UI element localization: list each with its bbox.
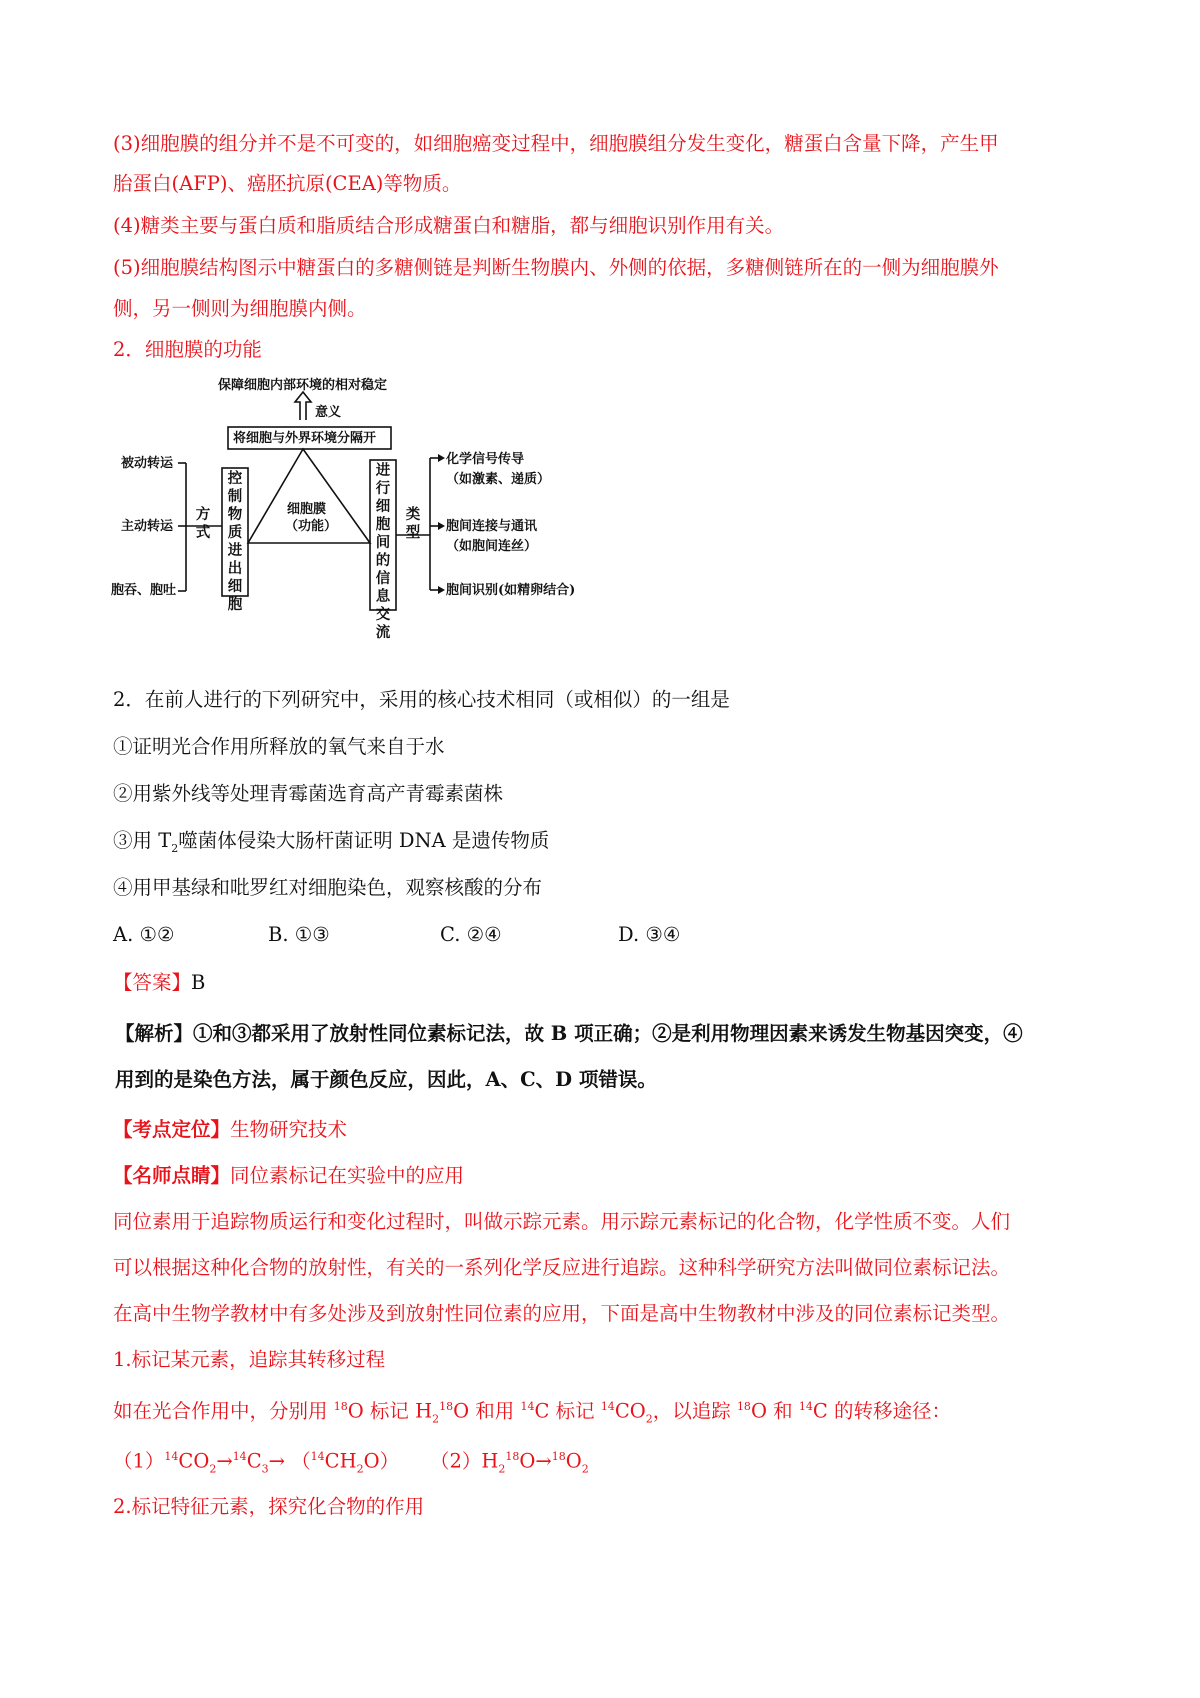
diagram-center-title: 细胞膜 (287, 502, 327, 517)
diagram-top-text: 保障细胞内部环境的相对稳定 (218, 378, 388, 393)
diagram-left-box: 控制物质进出细胞 (227, 470, 243, 613)
question-item-4: ④用甲基绿和吡罗红对细胞染色，观察核酸的分布 (113, 876, 543, 899)
mingshi-label: 【名师点睛】 (113, 1164, 231, 1187)
option-b: B. ①③ (268, 923, 330, 946)
option-d: D. ③④ (618, 923, 681, 946)
diagram-left-item-active: 主动转运 (121, 519, 174, 534)
question-item-2: ②用紫外线等处理青霉菌选育高产青霉素菌株 (113, 782, 504, 805)
cell-membrane-function-diagram (0, 0, 1200, 640)
analysis-label: 【解析】 (115, 1022, 194, 1045)
kaodian-line (113, 1117, 347, 1143)
diagram-right-item-3: 胞间识别(如精卵结合) (446, 583, 576, 598)
meaning-arrow (295, 392, 311, 420)
analysis-line-1: 【解析】①和③都采用了放射性同位素标记法，故 B 项正确；②是利用物理因素来诱发生物基因突变，④ (115, 1022, 1023, 1045)
question-item-3: ③用 $T_2$噬菌体侵染大肠杆菌证明 DNA 是遗传物质 (113, 829, 550, 855)
para-4: (4)糖类主要与蛋白质和脂质结合形成糖蛋白和糖脂，都与细胞识别作用有关。 (113, 214, 785, 237)
diagram-center-sub: （功能） (285, 519, 338, 534)
sub2-title: 2.标记特征元素，探究化合物的作用 (113, 1495, 425, 1518)
sub1-body: 如在光合作用中，分别用 $^{18}$O 标记 $H_2^{18}O$ 和用 $^{14}$C 标记 $^{14}CO_2$，以追踪 $^{18}$O 和 $^{14}$C 的转移途径： (113, 1399, 951, 1426)
diagram-right-box: 进行细胞间的信息交流 (375, 462, 391, 641)
answer-value: B (191, 971, 206, 994)
para-3-line-2: 胎蛋白(AFP)、癌胚抗原(CEA)等物质。 (113, 172, 462, 195)
sub1-title: 1.标记某元素，追踪其转移过程 (113, 1348, 386, 1371)
diagram-separate-box: 将细胞与外界环境分隔开 (233, 431, 377, 446)
answer-line (113, 970, 205, 996)
diagram-type-label: 类型 (405, 506, 421, 541)
option-a: A. ①② (113, 923, 175, 946)
answer-label: 【答案】 (113, 971, 192, 994)
diagram-right-item-1: 化学信号传导 (446, 452, 525, 467)
diagram-lines (0, 0, 1200, 640)
diagram-left-item-passive: 被动转运 (121, 456, 174, 471)
question-stem: 2．在前人进行的下列研究中，采用的核心技术相同（或相似）的一组是 (113, 688, 730, 711)
option-c: C. ②④ (440, 923, 502, 946)
diagram-right-item-1-sub: （如激素、递质） (446, 472, 551, 487)
question-item-1: ①证明光合作用所释放的氧气来自于水 (113, 735, 445, 758)
analysis-line-2: 用到的是染色方法，属于颜色反应，因此，A、C、D 项错误。 (115, 1068, 657, 1091)
diagram-right-item-2: 胞间连接与通讯 (446, 519, 538, 534)
equation-1: $(1)^{14}CO_2\to^{14}C_3\to (^{14}CH_2O)$ (113, 1449, 400, 1476)
isotope-para-line-3: 在高中生物学教材中有多处涉及到放射性同位素的应用，下面是高中生物教材中涉及的同位素标记类型。 (113, 1302, 1011, 1325)
kaodian-label: 【考点定位】 (113, 1118, 231, 1141)
para-5-line-2: 侧，另一侧则为细胞膜内侧。 (113, 297, 367, 320)
kaodian-value: 生物研究技术 (230, 1118, 348, 1141)
section-2-title: 2．细胞膜的功能 (113, 338, 262, 361)
para-5-line-1: (5)细胞膜结构图示中糖蛋白的多糖侧链是判断生物膜内、外侧的依据，多糖侧链所在的一侧为细胞膜外 (113, 256, 999, 279)
diagram-method-label: 方式 (195, 506, 211, 541)
para-3-line-1: (3)细胞膜的组分并不是不可变的，如细胞癌变过程中，细胞膜组分发生变化，糖蛋白含量下降，产生甲 (113, 132, 999, 155)
diagram-right-item-2-sub: （如胞间连丝） (446, 539, 538, 554)
mingshi-line (113, 1163, 464, 1189)
isotope-para-line-1: 同位素用于追踪物质运行和变化过程时，叫做示踪元素。用示踪元素标记的化合物，化学性质不变。人们 (113, 1210, 1011, 1233)
mingshi-value: 同位素标记在实验中的应用 (230, 1164, 465, 1187)
isotope-para-line-2: 可以根据这种化合物的放射性，有关的一系列化学反应进行追踪。这种科学研究方法叫做同位素标记法。 (113, 1256, 1011, 1279)
diagram-meaning-label: 意义 (315, 405, 342, 420)
equation-2: $(2)H_2^{18}O\to^{18}O_2$ (430, 1449, 589, 1476)
diagram-left-item-endocytosis: 胞吞、胞吐 (111, 583, 177, 598)
